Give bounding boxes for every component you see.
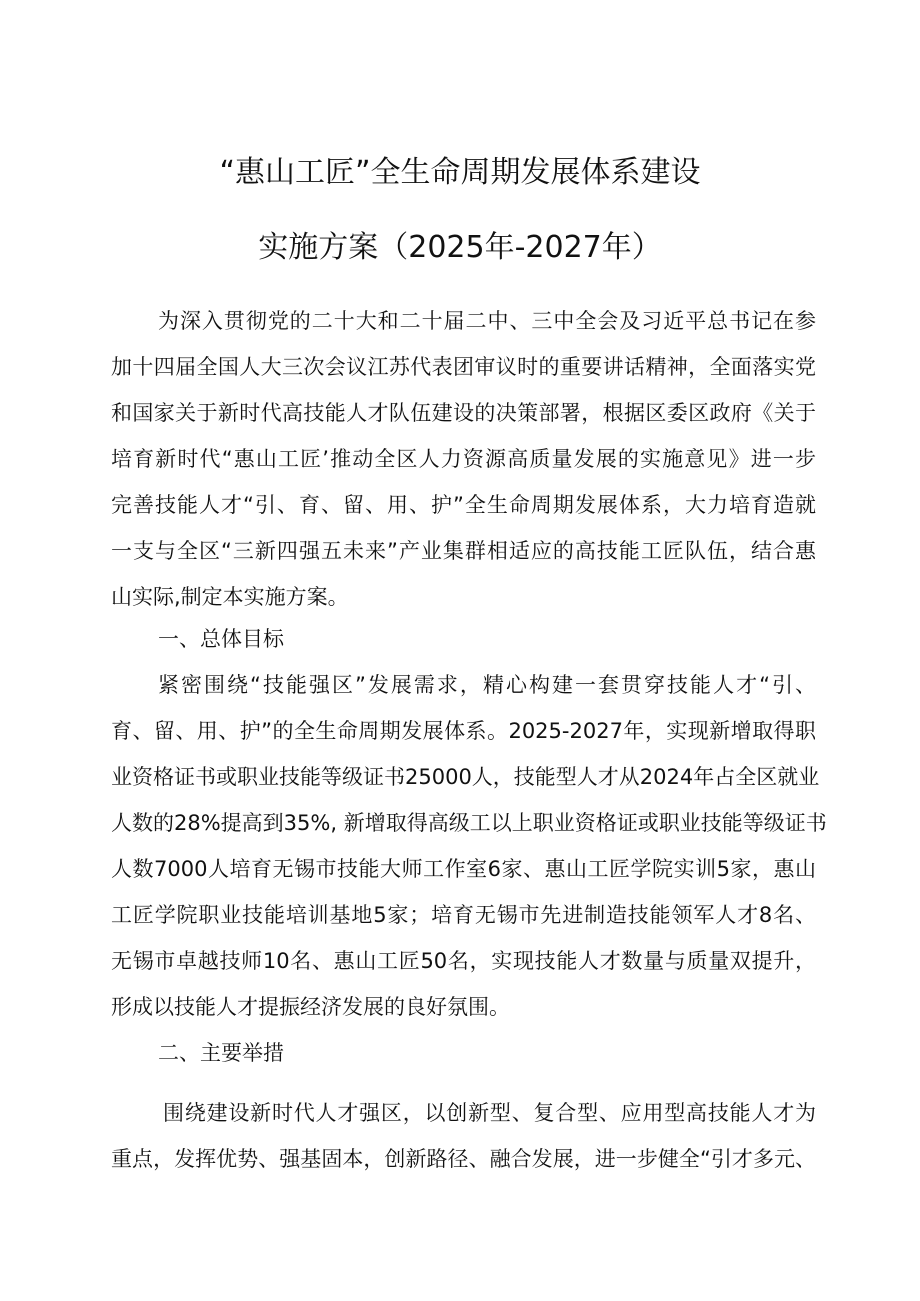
intro-paragraph-line: 完善技能人才“引、育、留、用、护”全生命周期发展体系，大力培育造就: [111, 493, 816, 517]
section-1-paragraph-line: 育、留、用、护”的全生命周期发展体系。2025-2027年，实现新增取得职: [111, 719, 816, 743]
section-1-paragraph-line: 人数7000人培育无锡市技能大师工作室6家、惠山工匠学院实训5家，惠山: [111, 857, 816, 881]
section-1-paragraph-line: 形成以技能人才提振经济发展的良好氛围。: [111, 995, 510, 1019]
document-title-line-1: “惠山工匠”全生命周期发展体系建设: [219, 155, 701, 190]
section-2-paragraph-line: 围绕建设新时代人才强区，以创新型、复合型、应用型高技能人才为: [163, 1101, 816, 1125]
section-2-heading: 二、主要举措: [158, 1041, 284, 1065]
intro-paragraph-line: 一支与全区“三新四强五未来”产业集群相适应的高技能工匠队伍，结合惠: [111, 539, 816, 563]
intro-paragraph-line: 加十四届全国人大三次会议江苏代表团审议时的重要讲话精神，全面落实党: [111, 355, 816, 379]
intro-paragraph-line: 和国家关于新时代高技能人才队伍建设的决策部署，根据区委区政府《关于: [111, 401, 816, 425]
section-1-paragraph-line: 业资格证书或职业技能等级证书25000人，技能型人才从2024年占全区就业: [111, 765, 820, 789]
section-1-paragraph-line: 人数的28%提高到35%, 新增取得高级工以上职业资格证或职业技能等级证书: [111, 811, 827, 835]
section-1-heading: 一、总体目标: [158, 627, 284, 651]
section-1-paragraph-line: 工匠学院职业技能培训基地5家；培育无锡市先进制造技能领军人才8名、: [111, 903, 816, 927]
section-1-paragraph-line: 无锡市卓越技师10名、惠山工匠50名，实现技能人才数量与质量双提升，: [111, 949, 816, 973]
section-1-paragraph-line: 紧密围绕“技能强区”发展需求，精心构建一套贯穿技能人才“引、: [158, 673, 816, 697]
intro-paragraph-line: 山实际,制定本实施方案。: [111, 585, 349, 609]
intro-paragraph-line: 为深入贯彻党的二十大和二十届二中、三中全会及习近平总书记在参: [158, 309, 816, 333]
document-title-line-2: 实施方案（2025年-2027年）: [258, 230, 662, 265]
intro-paragraph-line: 培育新时代“惠山工匠’推动全区人力资源高质量发展的实施意见》进一步: [111, 447, 816, 471]
section-2-paragraph-line: 重点，发挥优势、强基固本，创新路径、融合发展，进一步健全“引才多元、: [111, 1147, 816, 1171]
